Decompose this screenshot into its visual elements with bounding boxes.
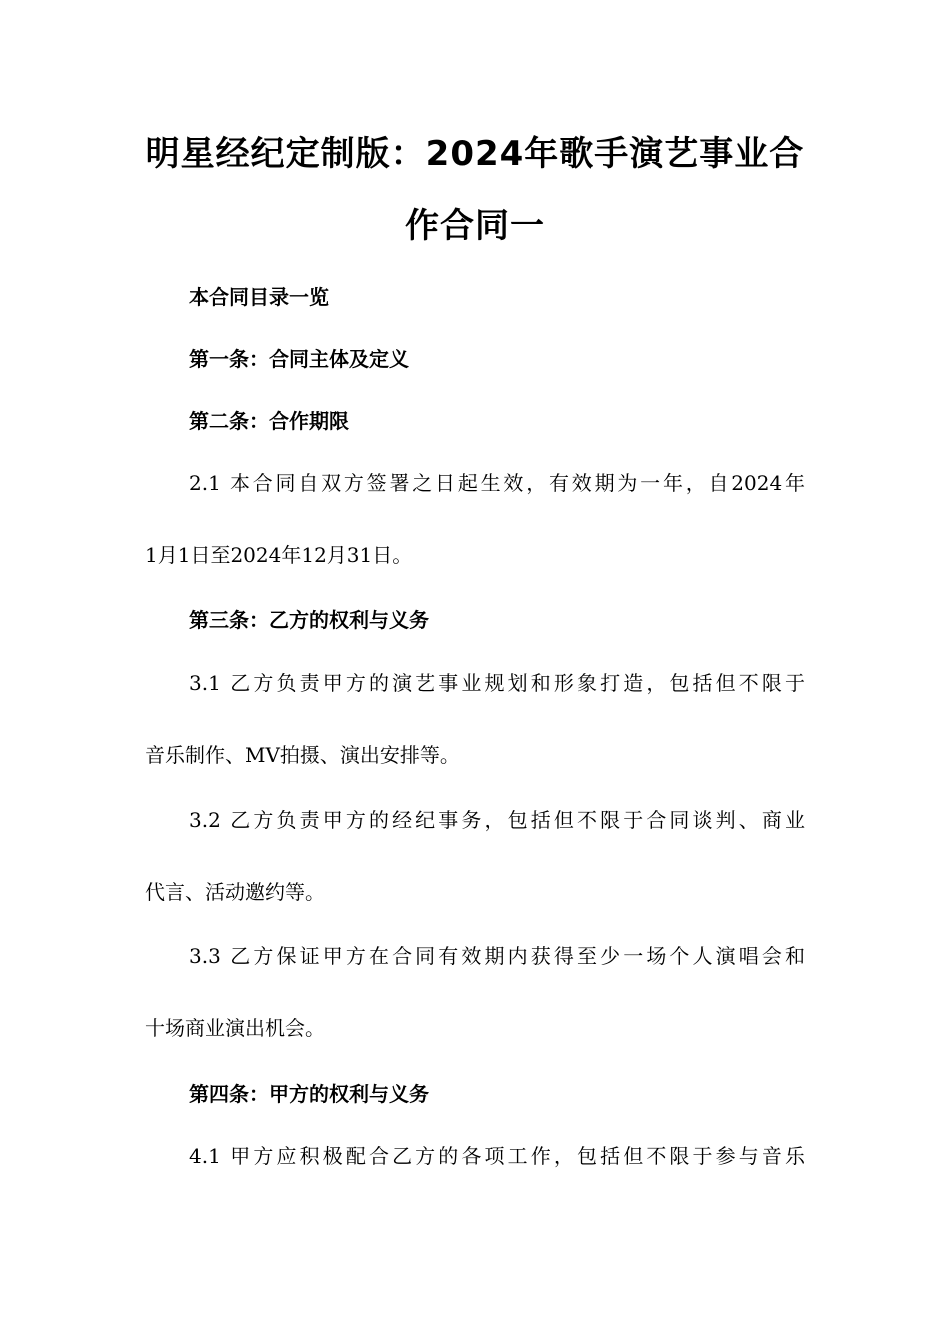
clause-3-3 — [145, 943, 805, 1041]
clause-3-2-line-2: 代言、活动邀约等。 — [145, 880, 325, 904]
clause-3-2 — [145, 807, 805, 905]
toc-heading: 本合同目录一览 — [189, 285, 329, 309]
clause-3-3-line-1: 3.3 乙方保证甲方在合同有效期内获得至少一场个人演唱会和 — [189, 944, 805, 968]
clause-4-1-line-1: 4.1 甲方应积极配合乙方的各项工作，包括但不限于参与音乐 — [189, 1144, 805, 1168]
section-3-heading: 第三条：乙方的权利与义务 — [189, 608, 429, 632]
clause-3-1-line-1: 3.1 乙方负责甲方的演艺事业规划和形象打造，包括但不限于 — [189, 671, 805, 695]
section-1-heading: 第一条：合同主体及定义 — [189, 347, 409, 371]
clause-2-1-line-2: 1月1日至2024年12月31日。 — [145, 543, 413, 567]
section-2-heading: 第二条：合作期限 — [189, 409, 349, 433]
document-title-line-1: 明星经纪定制版：2024年歌手演艺事业合 — [145, 134, 805, 174]
section-4-heading: 第四条：甲方的权利与义务 — [189, 1082, 429, 1106]
clause-4-1 — [145, 1143, 805, 1169]
clause-2-1 — [145, 470, 805, 568]
clause-3-2-line-1: 3.2 乙方负责甲方的经纪事务，包括但不限于合同谈判、商业 — [189, 808, 805, 832]
clause-3-3-line-2: 十场商业演出机会。 — [145, 1016, 325, 1040]
clause-3-1 — [145, 670, 805, 768]
clause-3-1-line-2: 音乐制作、MV拍摄、演出安排等。 — [145, 743, 460, 767]
document-title-line-2: 作合同一 — [405, 206, 545, 246]
clause-2-1-line-1: 2.1 本合同自双方签署之日起生效，有效期为一年，自2024年 — [189, 471, 805, 495]
